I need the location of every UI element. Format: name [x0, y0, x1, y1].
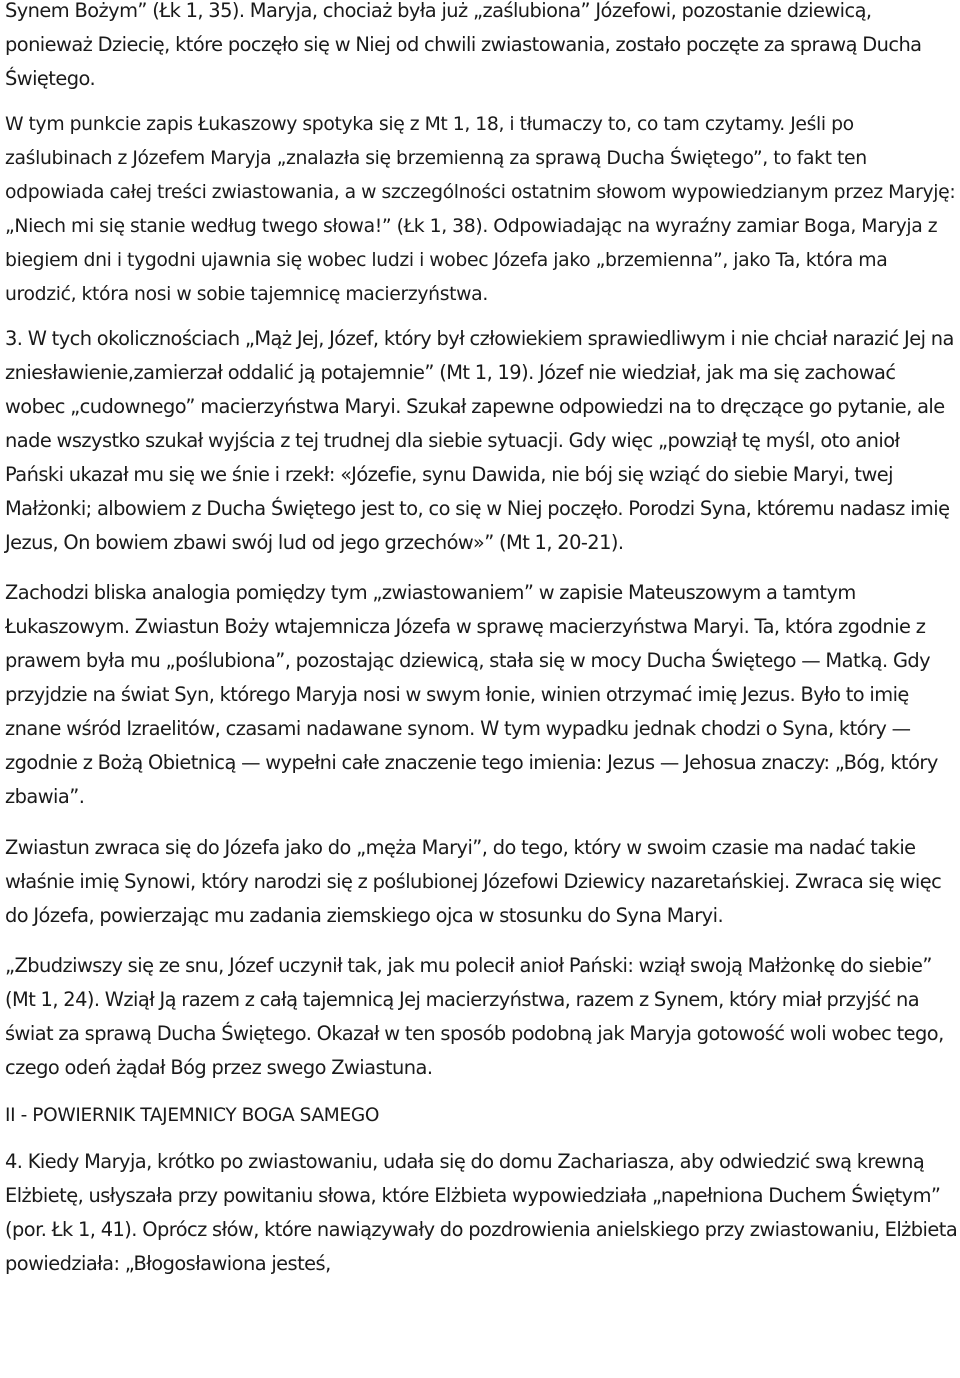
paragraph-luke-matthew: W tym punkcie zapis Łukaszowy spotyka się z Mt 1, 18, i tłumaczy to, co tam czytamy. Jeśli po zaślubinach z Józefem Maryja „znalazła się brzemienną za sprawą Ducha Świętego”, to fakt ten odpowiada całej treści zwiastowania, a w szczególności ostatnim słowom wypowiedzianym przez Maryję: „Niech mi się stanie według twego słowa!” (Łk 1, 38). Odpowiadając na wyraźny zamiar Boga, Maryja z biegiem dni i tygodni ujawnia się wobec ludzi i wobec Józefa jako „brzemienna”, jako Ta, która ma urodzić, która nosi w sobie tajemnicę macierzyństwa.	[5, 114, 956, 305]
paragraph-4: 4. Kiedy Maryja, krótko po zwiastowaniu, udała się do domu Zachariasza, aby odwiedzić swą krewną Elżbietę, usłyszała przy powitaniu słowa, które Elżbieta wypowiedziała „napełniona Duchem Świętym” (por. Łk 1, 41). Oprócz słów, które nawiązywały do pozdrowienia anielskiego przy zwiastowaniu, Elżbieta powiedziała: „Błogosławiona jesteś,	[5, 1150, 958, 1275]
paragraph-analogy: Zachodzi bliska analogia pomiędzy tym „zwiastowaniem” w zapisie Mateuszowym a tamtym Łukaszowym. Zwiastun Boży wtajemnicza Józefa w sprawę macierzyństwa Maryi. Ta, która zgodnie z prawem była mu „poślubiona”, pozostając dziewicą, stała się w mocy Ducha Świętego — Matką. Gdy przyjdzie na świat Syn, którego Maryja nosi w swym łonie, winien otrzymać imię Jezus. Było to imię znane wśród Izraelitów, czasami nadawane synom. W tym wypadku jednak chodzi o Syna, który — zgodnie z Bożą Obietnicą — wypełni całe znaczenie tego imienia: Jezus — Jehosua znaczy: „Bóg, który zbawia”.	[5, 581, 938, 808]
paragraph-awakened: „Zbudziwszy się ze snu, Józef uczynił tak, jak mu polecił anioł Pański: wziął swoją Małżonkę do siebie” (Mt 1, 24). Wziął Ją razem z całą tajemnicą Jej macierzyństwa, razem z Synem, który miał przyjść na świat za sprawą Ducha Świętego. Okazał w ten sposób podobną jak Maryja gotowość woli wobec tego, czego odeń żądał Bóg przez swego Zwiastuna.	[5, 954, 944, 1079]
paragraph-intro: Synem Bożym” (Łk 1, 35). Maryja, chociaż była już „zaślubiona” Józefowi, pozostanie dziewicą, ponieważ Dziecię, które poczęło się w Niej od chwili zwiastowania, zostało poczęte za sprawą Ducha Świętego.	[5, 0, 922, 90]
section-heading: II - POWIERNIK TAJEMNICY BOGA SAMEGO	[5, 1105, 380, 1126]
paragraph-messenger: Zwiastun zwraca się do Józefa jako do „męża Maryi”, do tego, który w swoim czasie ma nadać takie właśnie imię Synowi, który narodzi się z poślubionej Józefowi Dziewicy nazaretańskiej. Zwraca się więc do Józefa, powierzając mu zadania ziemskiego ojca w stosunku do Syna Maryi.	[5, 836, 942, 927]
paragraph-3: 3. W tych okolicznościach „Mąż Jej, Józef, który był człowiekiem sprawiedliwym i nie chciał narazić Jej na zniesławienie,zamierzał oddalić ją potajemnie” (Mt 1, 19). Józef nie wiedział, jak ma się zachować wobec „cudownego” macierzyństwa Maryi. Szukał zapewne odpowiedzi na to dręczące go pytanie, ale nade wszystko szukał wyjścia z tej trudnej dla siebie sytuacji. Gdy więc „powziął tę myśl, oto anioł Pański ukazał mu się we śnie i rzekł: «Józefie, synu Dawida, nie bój się wziąć do siebie Maryi, twej Małżonki; albowiem z Ducha Świętego jest to, co się w Niej poczęło. Porodzi Syna, któremu nadasz imię Jezus, On bowiem zbawi swój lud od jego grzechów»” (Mt 1, 20-21).	[5, 327, 954, 554]
